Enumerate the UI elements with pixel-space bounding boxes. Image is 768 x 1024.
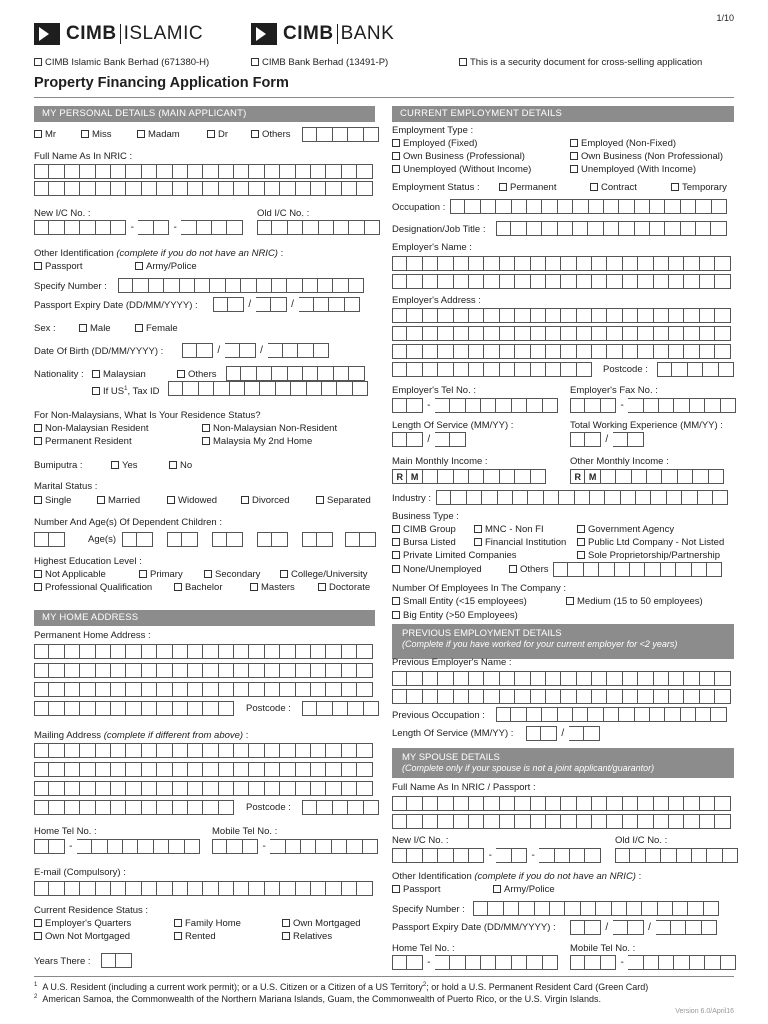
service-length-label: Length Of Service (MM/YY) : [392, 420, 514, 431]
res-non-malaysian-nonresident-checkbox[interactable]: Non-Malaysian Non-Resident [202, 423, 337, 434]
mailing-address-row1[interactable] [34, 743, 373, 758]
bumiputra-label: Bumiputra : [34, 460, 83, 471]
res-non-malaysian-resident-checkbox[interactable]: Non-Malaysian Resident [34, 423, 149, 434]
dob-label: Date Of Birth (DD/MM/YYYY) : [34, 346, 164, 357]
edu-professional-checkbox[interactable]: Professional Qualification [34, 582, 152, 593]
designation-label: Designation/Job Title : [392, 224, 486, 235]
permanent-address-label: Permanent Home Address : [34, 630, 151, 641]
specify-number-field[interactable] [118, 278, 364, 293]
marital-label: Marital Status : [34, 481, 98, 492]
marital-married-checkbox[interactable]: Married [97, 495, 140, 506]
mailing-address-row3[interactable] [34, 781, 373, 796]
previous-employment-heading: PREVIOUS EMPLOYMENT DETAILS (Complete if you have worked for your current employer for <2 years) [392, 624, 734, 659]
edu-secondary-checkbox[interactable]: Secondary [204, 569, 260, 580]
permanent-address-row1[interactable] [34, 644, 373, 659]
spouse-old-ic-label: Old I/C No. : [615, 835, 668, 846]
employer-postcode-field[interactable] [657, 362, 734, 377]
age-field-1[interactable] [122, 532, 153, 547]
employment-status-label: Employment Status : [392, 182, 480, 193]
title-others-checkbox[interactable]: Others [251, 129, 291, 140]
form-title: Property Financing Application Form [34, 75, 289, 91]
home-tel-label: Home Tel No. : [34, 826, 97, 837]
biz-private-ltd-checkbox[interactable]: Private Limited Companies [392, 550, 517, 561]
bumiputra-yes-checkbox[interactable]: Yes [111, 460, 138, 471]
version-label: Version 6.0/April16 [675, 1008, 734, 1015]
mailing-address-label: Mailing Address (complete if different from above) : [34, 730, 249, 741]
employer-tel-field[interactable]: - [392, 398, 558, 413]
marital-separated-checkbox[interactable]: Separated [316, 495, 371, 506]
age-field-3[interactable] [212, 532, 243, 547]
occupation-field[interactable] [450, 199, 727, 214]
emp-fixed-checkbox[interactable]: Employed (Fixed) [392, 138, 477, 149]
nationality-malaysian-checkbox[interactable]: Malaysian [92, 369, 146, 380]
biz-government-checkbox[interactable]: Government Agency [577, 524, 674, 535]
residence-status-label: Current Residence Status : [34, 905, 149, 916]
full-name-label: Full Name As In NRIC : [34, 151, 133, 162]
spouse-army-checkbox[interactable]: Army/Police [493, 884, 555, 895]
previous-employer-row1[interactable] [392, 671, 731, 686]
employer-address-row2[interactable] [392, 326, 731, 341]
other-id-army-checkbox[interactable]: Army/Police [135, 261, 197, 272]
residence-question: For Non-Malaysians, What Is Your Residence Status? [34, 410, 261, 421]
new-ic-label: New I/C No. : [34, 208, 91, 219]
emp-nonfixed-checkbox[interactable]: Employed (Non-Fixed) [570, 138, 676, 149]
footer-divider [34, 976, 734, 977]
passport-expiry-field[interactable]: / / [213, 297, 360, 312]
emp-medium-checkbox[interactable]: Medium (15 to 50 employees) [566, 596, 703, 607]
permanent-postcode-field[interactable] [302, 701, 379, 716]
age-field-6[interactable] [345, 532, 376, 547]
marital-single-checkbox[interactable]: Single [34, 495, 71, 506]
service-length-field[interactable]: / [392, 432, 466, 447]
business-type-label: Business Type : [392, 511, 459, 522]
employer-fax-label: Employer's Fax No. : [570, 385, 658, 396]
entity-bank-checkbox[interactable]: CIMB Bank Berhad (13491-P) [251, 57, 388, 68]
dob-field[interactable]: / / [182, 343, 329, 358]
footnote-1: $^1$ A U.S. Resident (including a current work permit); or a U.S. Citizen or a Citizen of a US Territory$^2$; or hold a U.S. Permanent Resident Card (Green Card) [34, 982, 649, 992]
spouse-name-row2[interactable] [392, 814, 731, 829]
dependents-label: Number And Age(s) Of Dependent Children : [34, 517, 222, 528]
edu-doctorate-checkbox[interactable]: Doctorate [318, 582, 370, 593]
other-id-passport-checkbox[interactable]: Passport [34, 261, 83, 272]
previous-service-label: Length Of Service (MM/YY) : [392, 728, 514, 739]
edu-college-checkbox[interactable]: College/University [280, 569, 368, 580]
res-own-not-mortgaged-checkbox[interactable]: Own Not Mortgaged [34, 931, 130, 942]
previous-employer-label: Previous Employer's Name : [392, 657, 512, 668]
occupation-label: Occupation : [392, 202, 446, 213]
spouse-name-label: Full Name As In NRIC / Passport : [392, 782, 536, 793]
emp-big-checkbox[interactable]: Big Entity (>50 Employees) [392, 610, 518, 621]
specify-number-label: Specify Number : [34, 281, 107, 292]
total-experience-field[interactable]: / [570, 432, 644, 447]
email-label: E-mail (Compulsory) : [34, 867, 126, 878]
personal-details-heading: MY PERSONAL DETAILS (MAIN APPLICANT) [34, 106, 375, 122]
main-income-field[interactable]: R M [392, 469, 546, 484]
spouse-new-ic-label: New I/C No. : [392, 835, 449, 846]
age-field-5[interactable] [302, 532, 333, 547]
edu-masters-checkbox[interactable]: Masters [250, 582, 295, 593]
res-family-home-checkbox[interactable]: Family Home [174, 918, 241, 929]
employer-name-label: Employer's Name : [392, 242, 472, 253]
biz-public-ltd-checkbox[interactable]: Public Ltd Company - Not Listed [577, 537, 724, 548]
sex-female-checkbox[interactable]: Female [135, 323, 178, 334]
status-temporary-checkbox[interactable]: Temporary [671, 182, 727, 193]
nationality-others-field[interactable] [226, 366, 365, 381]
page-number: 1/10 [716, 13, 734, 23]
cimb-logo-icon [251, 23, 277, 45]
nationality-label: Nationality : [34, 369, 84, 380]
full-name-field-row1[interactable] [34, 164, 373, 179]
designation-field[interactable] [496, 221, 727, 236]
us-person-checkbox[interactable]: If $US^1$, Tax ID [92, 384, 160, 397]
cimb-bank-logo: CIMB BANK [251, 23, 394, 45]
biz-mnc-checkbox[interactable]: MNC - Non FI [474, 524, 544, 535]
res-own-mortgaged-checkbox[interactable]: Own Mortgaged [282, 918, 361, 929]
education-label: Highest Education Level : [34, 556, 142, 567]
num-employees-label: Number Of Employees In The Company : [392, 583, 567, 594]
status-contract-checkbox[interactable]: Contract [590, 182, 637, 193]
emp-own-nonprof-checkbox[interactable]: Own Business (Non Professional) [570, 151, 723, 162]
permanent-postcode-label: Postcode : [246, 703, 291, 714]
title-miss-checkbox[interactable]: Miss [81, 129, 112, 140]
employer-address-label: Employer's Address : [392, 295, 481, 306]
biz-financial-checkbox[interactable]: Financial Institution [474, 537, 566, 548]
biz-sole-prop-checkbox[interactable]: Sole Proprietorship/Partnership [577, 550, 720, 561]
old-ic-label: Old I/C No. : [257, 208, 310, 219]
sex-label: Sex : [34, 323, 56, 334]
previous-occupation-label: Previous Occupation : [392, 710, 485, 721]
full-name-field-row2[interactable] [34, 181, 373, 196]
edu-primary-checkbox[interactable]: Primary [139, 569, 183, 580]
home-address-heading: MY HOME ADDRESS [34, 610, 375, 626]
employer-address-row4[interactable] [392, 362, 592, 377]
dependents-count-field[interactable] [34, 532, 65, 547]
employment-type-label: Employment Type : [392, 125, 474, 136]
spouse-home-tel-field[interactable]: - [392, 955, 558, 970]
passport-expiry-label: Passport Expiry Date (DD/MM/YYYY) : [34, 300, 198, 311]
res-employer-quarters-checkbox[interactable]: Employer's Quarters [34, 918, 131, 929]
spouse-new-ic-field[interactable]: - - [392, 848, 601, 863]
emp-own-prof-checkbox[interactable]: Own Business (Professional) [392, 151, 525, 162]
age-field-2[interactable] [167, 532, 198, 547]
old-ic-field[interactable] [257, 220, 380, 235]
industry-field[interactable] [436, 490, 728, 505]
employer-fax-field[interactable]: - [570, 398, 736, 413]
res-mm2h-checkbox[interactable]: Malaysia My 2nd Home [202, 436, 312, 447]
edu-bachelor-checkbox[interactable]: Bachelor [174, 582, 223, 593]
res-permanent-resident-checkbox[interactable]: Permanent Resident [34, 436, 132, 447]
marital-divorced-checkbox[interactable]: Divorced [241, 495, 290, 506]
mobile-tel-label: Mobile Tel No. : [212, 826, 278, 837]
spouse-passport-expiry-field[interactable]: / / [570, 920, 717, 935]
biz-none-checkbox[interactable]: None/Unemployed [392, 564, 482, 575]
employer-address-row3[interactable] [392, 344, 731, 359]
entity-islamic-checkbox[interactable]: CIMB Islamic Bank Berhad (671380-H) [34, 57, 209, 68]
age-field-4[interactable] [257, 532, 288, 547]
ages-label: Age(s) [88, 534, 116, 545]
footnote-2: $^2$ American Samoa, the Commonwealth of the Northern Mariana Islands, Guam, the Commonwealth of Puerto Rico, or the U.S. Virgin Islands. [34, 994, 601, 1004]
bumiputra-no-checkbox[interactable]: No [169, 460, 192, 471]
spouse-mobile-tel-field[interactable]: - [570, 955, 736, 970]
permanent-address-row3[interactable] [34, 682, 373, 697]
status-permanent-checkbox[interactable]: Permanent [499, 182, 556, 193]
other-income-field[interactable]: R M [570, 469, 724, 484]
years-there-field[interactable] [101, 953, 132, 968]
spouse-specify-label: Specify Number : [392, 904, 465, 915]
employer-address-row1[interactable] [392, 308, 731, 323]
title-others-field[interactable] [302, 127, 379, 142]
industry-label: Industry : [392, 493, 432, 504]
res-rented-checkbox[interactable]: Rented [174, 931, 216, 942]
mailing-postcode-label: Postcode : [246, 802, 291, 813]
biz-bursa-checkbox[interactable]: Bursa Listed [392, 537, 456, 548]
previous-employer-row2[interactable] [392, 689, 731, 704]
emp-unemployed-income-checkbox[interactable]: Unemployed (With Income) [570, 164, 696, 175]
spouse-other-id-label: Other Identification (complete if you do not have an NRIC) : [392, 871, 642, 882]
other-id-label: Other Identification (complete if you do not have an NRIC) : [34, 248, 284, 259]
sex-male-checkbox[interactable]: Male [79, 323, 111, 334]
tax-id-field[interactable] [168, 381, 368, 396]
permanent-address-row4[interactable] [34, 701, 234, 716]
employment-heading: CURRENT EMPLOYMENT DETAILS [392, 106, 734, 122]
title-dr-checkbox[interactable]: Dr [207, 129, 228, 140]
biz-cimb-group-checkbox[interactable]: CIMB Group [392, 524, 456, 535]
permanent-address-row2[interactable] [34, 663, 373, 678]
cimb-logo-icon [34, 23, 60, 45]
home-tel-field[interactable]: - [34, 839, 200, 854]
cimb-islamic-logo: CIMB ISLAMIC [34, 23, 203, 45]
title-divider [34, 97, 734, 98]
years-there-label: Years There : [34, 956, 91, 967]
edu-na-checkbox[interactable]: Not Applicable [34, 569, 106, 580]
spouse-heading: MY SPOUSE DETAILS (Complete only if your spouse is not a joint applicant/guarantor) [392, 748, 734, 778]
employer-tel-label: Employer's Tel No. : [392, 385, 477, 396]
emp-unemployed-noincome-checkbox[interactable]: Unemployed (Without Income) [392, 164, 531, 175]
title-mr-checkbox[interactable]: Mr [34, 129, 56, 140]
biz-others-field[interactable] [553, 562, 722, 577]
spouse-home-tel-label: Home Tel No. : [392, 943, 455, 954]
other-income-label: Other Monthly Income : [570, 456, 669, 467]
new-ic-field[interactable]: - - [34, 220, 243, 235]
previous-occupation-field[interactable] [496, 707, 727, 722]
spouse-passport-expiry-label: Passport Expiry Date (DD/MM/YYYY) : [392, 922, 556, 933]
marital-widowed-checkbox[interactable]: Widowed [167, 495, 217, 506]
spouse-passport-checkbox[interactable]: Passport [392, 884, 441, 895]
emp-small-checkbox[interactable]: Small Entity (<15 employees) [392, 596, 527, 607]
main-income-label: Main Monthly Income : [392, 456, 488, 467]
employer-name-row2[interactable] [392, 274, 731, 289]
title-madam-checkbox[interactable]: Madam [137, 129, 180, 140]
employer-name-row1[interactable] [392, 256, 731, 271]
spouse-name-row1[interactable] [392, 796, 731, 811]
nationality-others-checkbox[interactable]: Others [177, 369, 217, 380]
security-doc-checkbox[interactable]: This is a security document for cross-selling application [459, 57, 702, 68]
employer-postcode-label: Postcode : [603, 364, 648, 375]
total-experience-label: Total Working Experience (MM/YY) : [570, 420, 723, 431]
mailing-postcode-field[interactable] [302, 800, 379, 815]
mailing-address-row4[interactable] [34, 800, 234, 815]
previous-service-field[interactable]: / [526, 726, 600, 741]
res-relatives-checkbox[interactable]: Relatives [282, 931, 332, 942]
spouse-specify-field[interactable] [473, 901, 719, 916]
mobile-tel-field[interactable]: - [212, 839, 378, 854]
biz-others-checkbox[interactable]: Others [509, 564, 549, 575]
email-field[interactable] [34, 881, 373, 896]
spouse-mobile-tel-label: Mobile Tel No. : [570, 943, 636, 954]
mailing-address-row2[interactable] [34, 762, 373, 777]
spouse-old-ic-field[interactable] [615, 848, 738, 863]
